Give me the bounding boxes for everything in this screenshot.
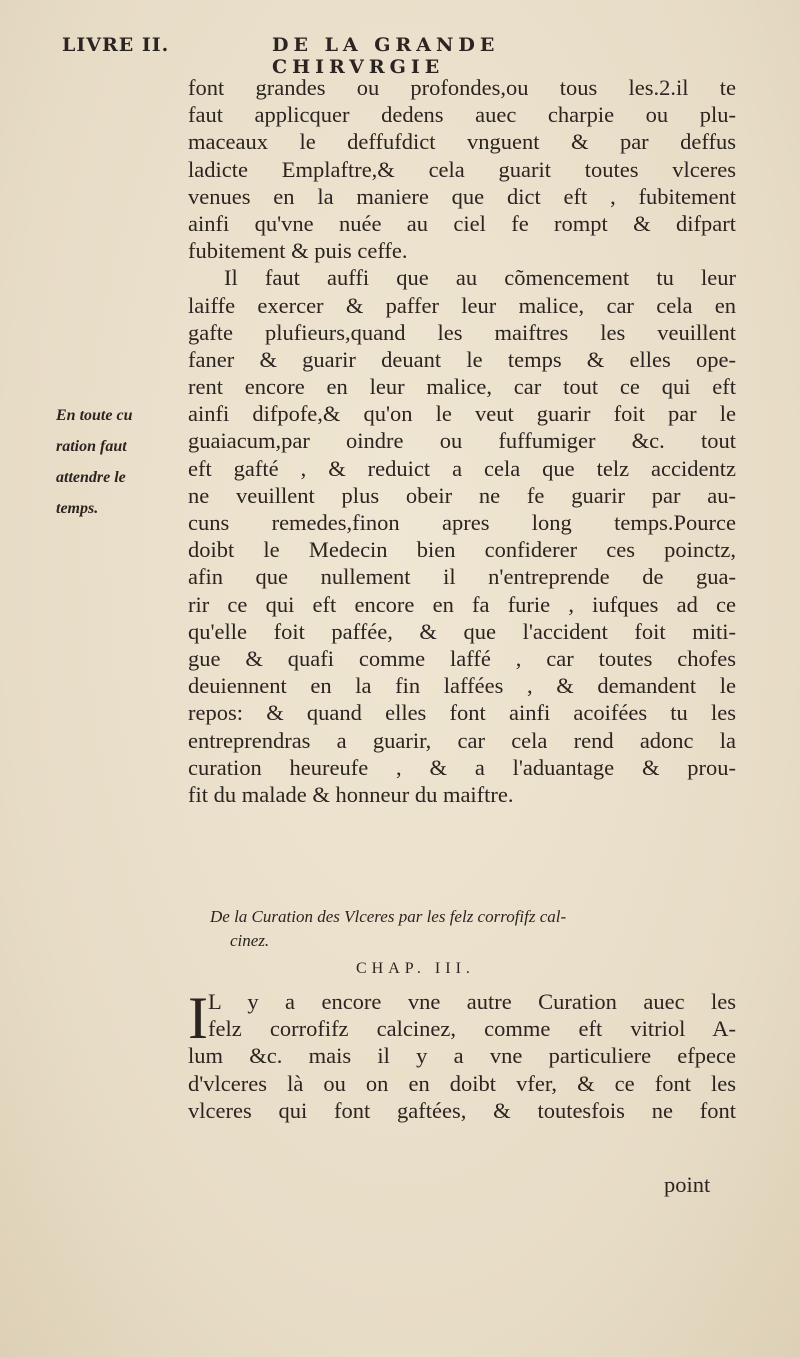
- text-line: gue & quafi comme laffé , car toutes chofes: [188, 645, 736, 671]
- text-line: ainfi qu'vne nuée au ciel fe rompt & difpart: [188, 210, 736, 236]
- margin-note-line: ration faut: [56, 438, 127, 455]
- text-line: d'vlceres là ou on en doibt vfer, & ce font les: [188, 1070, 736, 1096]
- text-line: fit du malade & honneur du maiftre.: [188, 781, 514, 807]
- text-line: ne veuillent plus obeir ne fe guarir par au-: [188, 482, 736, 508]
- running-header: [62, 34, 672, 78]
- header-book-number: LIVRE II.: [62, 34, 170, 56]
- text-line: fubitement & puis ceffe.: [188, 238, 408, 264]
- text-line: qu'elle foit paffée, & que l'accident foit miti-: [188, 618, 736, 644]
- text-line: L y a encore vne autre Curation auec les: [208, 989, 736, 1014]
- text-line: cuns remedes,finon apres long temps.Pource: [188, 510, 736, 535]
- text-line: doibt le Medecin bien confiderer ces poinctz,: [188, 537, 736, 563]
- marginal-note: [56, 400, 184, 524]
- text-line: faut applicquer dedens auec charpie ou plu-: [188, 102, 736, 128]
- text-line: lum &c. mais il y a vne particuliere efpece: [188, 1043, 736, 1069]
- text-line: deuiennent en la fin laffées , & demandent le: [188, 673, 736, 699]
- section-heading-line: De la Curation des Vlceres par les felz corrofifz cal-: [210, 907, 567, 926]
- section-heading-line: cinez.: [230, 931, 270, 950]
- text-line: felz corrofifz calcinez, comme eft vitriol A-: [208, 1016, 736, 1042]
- margin-note-line: temps.: [56, 500, 99, 517]
- text-line: vlceres qui font gaftées, & toutesfois ne font: [188, 1097, 736, 1123]
- margin-note-line: attendre le: [56, 469, 126, 486]
- text-line: venues en la maniere que dict eft , fubitement: [188, 183, 736, 209]
- text-line: guaiacum,par oindre ou fuffumiger &c. tout: [188, 428, 736, 454]
- text-line: font grandes ou profondes,ou tous les.2.il te: [188, 75, 736, 100]
- text-line: gafte plufieurs,quand les maiftres les veuillent: [188, 319, 736, 345]
- text-line: maceaux le deffufdict vnguent & par deffus: [188, 129, 736, 155]
- chapter-text: [188, 985, 736, 1124]
- catchword: point: [664, 1172, 711, 1197]
- section-heading: [210, 905, 750, 953]
- margin-note-line: En toute cu: [56, 407, 133, 424]
- text-line: rir ce qui eft encore en fa furie , iufques ad ce: [188, 591, 736, 617]
- chapter-label: CHAP. III.: [356, 960, 475, 977]
- text-line: entreprendras a guarir, car cela rend adonc la: [188, 727, 736, 753]
- text-line: ainfi difpofe,& qu'on le veut guarir foit par le: [188, 401, 736, 427]
- text-line: ladicte Emplaftre,& cela guarit toutes vlceres: [188, 156, 736, 182]
- text-line: laiffe exercer & paffer leur malice, car cela en: [188, 292, 736, 318]
- text-line: eft gafté , & reduict a cela que telz accidentz: [188, 455, 736, 481]
- text-line: faner & guarir deuant le temps & elles ope-: [188, 346, 736, 372]
- text-line: Il faut auffi que au cõmencement tu leur: [224, 265, 736, 291]
- header-title: DE LA GRANDE CHIRVRGIE: [272, 34, 500, 78]
- text-line: curation heureufe , & a l'aduantage & prou-: [188, 754, 736, 780]
- text-line: rent encore en leur malice, car tout ce qui eft: [188, 374, 736, 400]
- drop-cap: I: [188, 985, 208, 1051]
- text-line: repos: & quand elles font ainfi acoifées tu les: [188, 700, 736, 726]
- main-text: [188, 74, 736, 808]
- text-line: afin que nullement il n'entreprende de gua-: [188, 564, 736, 590]
